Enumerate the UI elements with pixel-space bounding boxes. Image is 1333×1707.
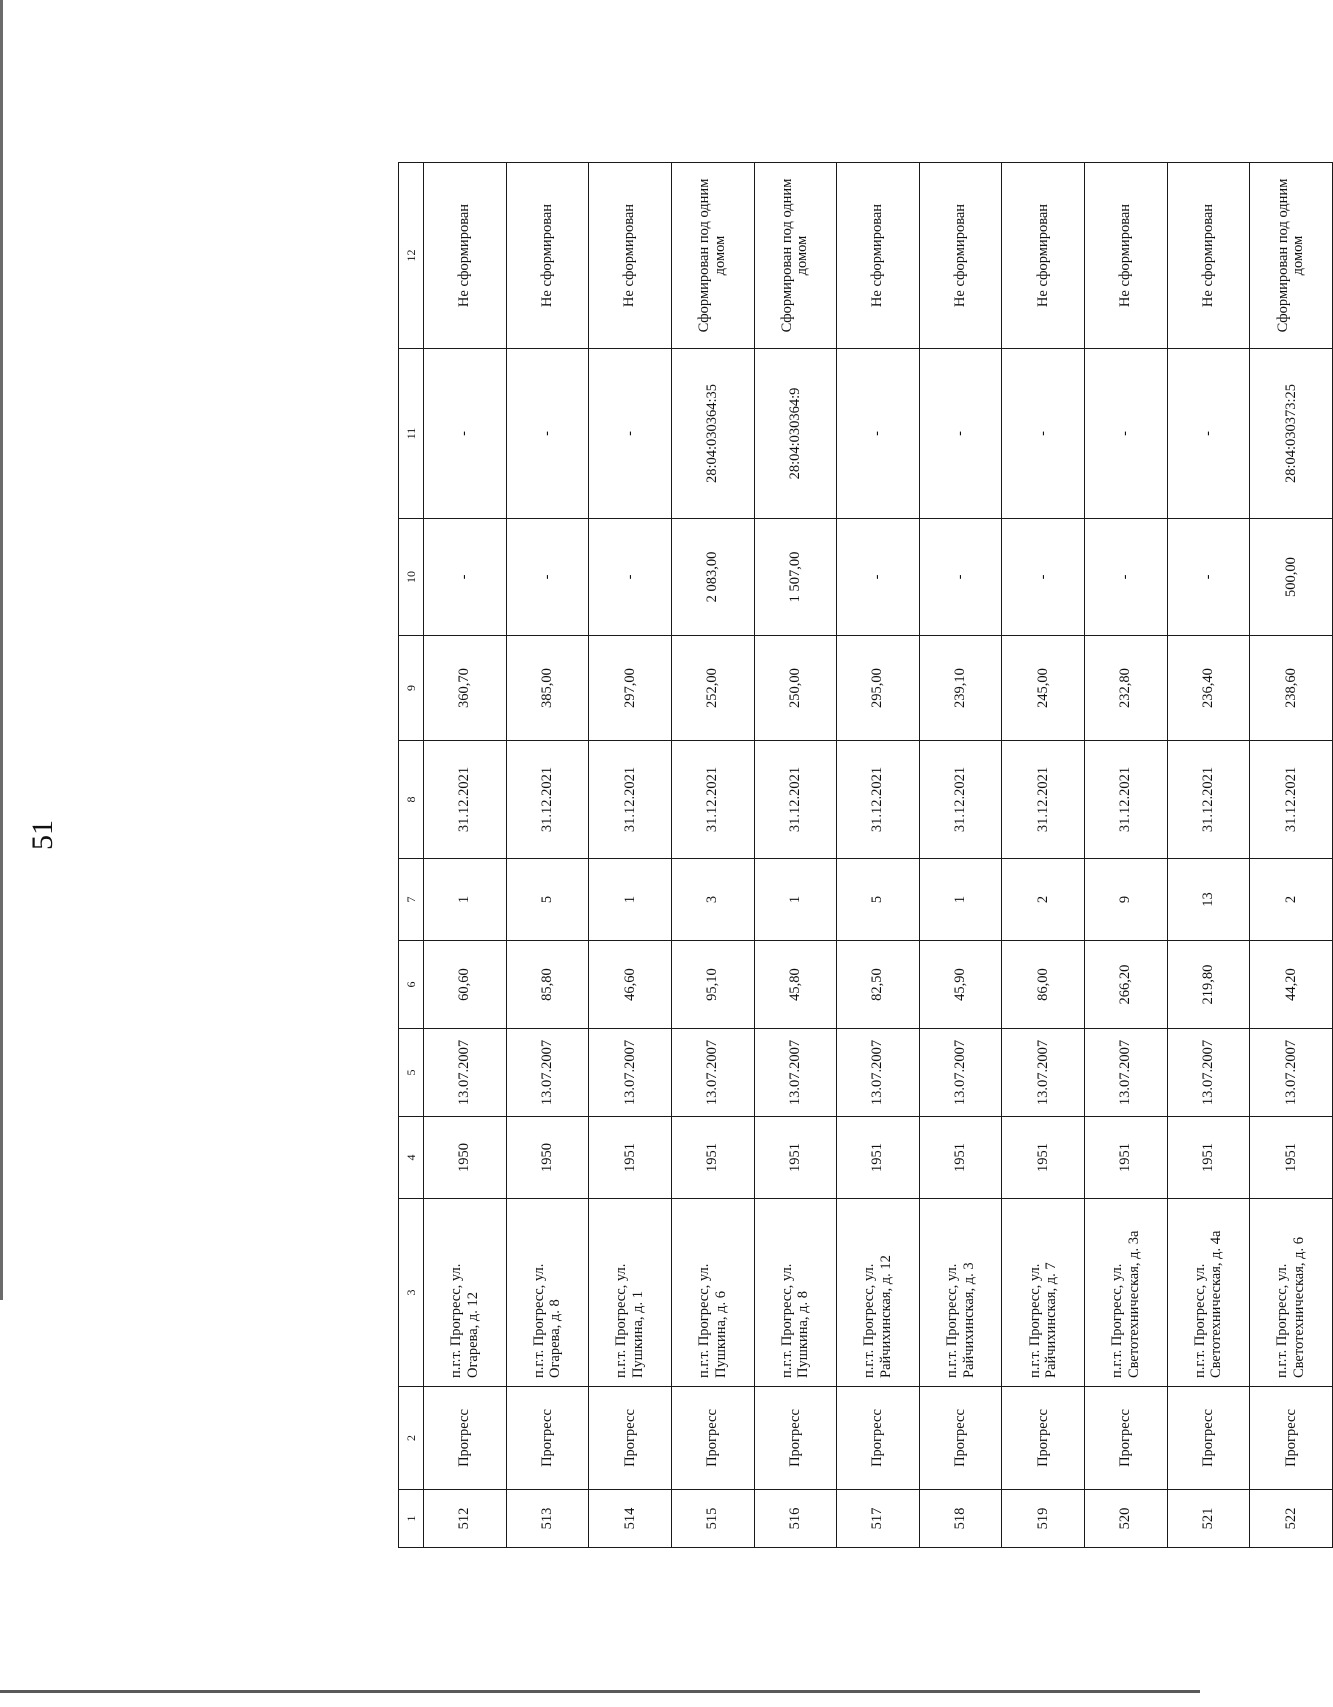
document-date-cell: 13.07.2007 [919,1028,1002,1116]
table-row [1249,162,1332,1547]
column-header: 11 [398,348,423,518]
document-date-cell: 13.07.2007 [1001,1028,1084,1116]
address-cell: п.г.т. Прогресс, ул. Светотехническая, д. 4а [1167,1198,1250,1386]
deadline-cell: 31.12.2021 [671,740,754,858]
cadastral-number-cell: - [506,348,589,518]
deadline-cell: 31.12.2021 [1167,740,1250,858]
cadastral-number-cell: - [919,348,1002,518]
page-number: 51 [26,820,59,850]
locality-cell: Прогресс [1167,1386,1250,1489]
cadastral-number-cell: 28:04:030364:35 [671,348,754,518]
column-header: 12 [398,162,423,348]
column-header: 8 [398,740,423,858]
table-body [423,162,1332,1547]
residents-cell: 3 [671,858,754,940]
status-cell: Не сформирован [836,162,919,348]
row-number-cell: 521 [1167,1489,1250,1547]
year-cell: 1950 [506,1116,589,1198]
locality-cell: Прогресс [506,1386,589,1489]
status-cell: Не сформирован [588,162,671,348]
column-header: 5 [398,1028,423,1116]
deadline-cell: 31.12.2021 [506,740,589,858]
residents-cell: 5 [836,858,919,940]
status-cell: Не сформирован [1167,162,1250,348]
row-number-cell: 513 [506,1489,589,1547]
address-cell: п.г.т. Прогресс, ул. Огарева, д. 8 [506,1198,589,1386]
area-cell: 45,80 [754,940,837,1028]
row-number-cell: 519 [1001,1489,1084,1547]
locality-cell: Прогресс [919,1386,1002,1489]
year-cell: 1951 [1167,1116,1250,1198]
status-cell: Сформирован под одним домом [671,162,754,348]
deadline-cell: 31.12.2021 [423,740,506,858]
table-row [506,162,589,1547]
column-header: 3 [398,1198,423,1386]
table-row [423,162,506,1547]
column-header: 10 [398,518,423,635]
plot-area-cell: 2 083,00 [671,518,754,635]
table-row [919,162,1002,1547]
plot-area-cell: 500,00 [1249,518,1332,635]
year-cell: 1951 [671,1116,754,1198]
plot-area-cell: - [1001,518,1084,635]
table-row [836,162,919,1547]
table-row [1084,162,1167,1547]
total-area-cell: 236,40 [1167,635,1250,740]
row-number-cell: 512 [423,1489,506,1547]
area-cell: 85,80 [506,940,589,1028]
locality-cell: Прогресс [671,1386,754,1489]
column-header: 6 [398,940,423,1028]
address-cell: п.г.т. Прогресс, ул. Светотехническая, д. 6 [1249,1198,1332,1386]
row-number-cell: 520 [1084,1489,1167,1547]
status-cell: Сформирован под одним домом [1249,162,1332,348]
plot-area-cell: - [506,518,589,635]
year-cell: 1951 [1001,1116,1084,1198]
area-cell: 82,50 [836,940,919,1028]
column-header: 7 [398,858,423,940]
cadastral-number-cell: - [1001,348,1084,518]
row-number-cell: 516 [754,1489,837,1547]
locality-cell: Прогресс [1249,1386,1332,1489]
area-cell: 86,00 [1001,940,1084,1028]
area-cell: 219,80 [1167,940,1250,1028]
address-cell: п.г.т. Прогресс, ул. Пушкина, д. 1 [588,1198,671,1386]
residents-cell: 9 [1084,858,1167,940]
status-cell: Не сформирован [423,162,506,348]
plot-area-cell: - [1084,518,1167,635]
year-cell: 1951 [1249,1116,1332,1198]
residents-cell: 1 [919,858,1002,940]
total-area-cell: 232,80 [1084,635,1167,740]
status-cell: Не сформирован [919,162,1002,348]
document-date-cell: 13.07.2007 [754,1028,837,1116]
total-area-cell: 239,10 [919,635,1002,740]
total-area-cell: 295,00 [836,635,919,740]
document-date-cell: 13.07.2007 [1084,1028,1167,1116]
document-date-cell: 13.07.2007 [1249,1028,1332,1116]
column-header: 9 [398,635,423,740]
document-date-cell: 13.07.2007 [1167,1028,1250,1116]
table-row [588,162,671,1547]
registry-table [398,162,1333,1548]
residents-cell: 1 [423,858,506,940]
residents-cell: 13 [1167,858,1250,940]
deadline-cell: 31.12.2021 [588,740,671,858]
locality-cell: Прогресс [423,1386,506,1489]
row-number-cell: 514 [588,1489,671,1547]
document-date-cell: 13.07.2007 [588,1028,671,1116]
address-cell: п.г.т. Прогресс, ул. Райчихинская, д. 7 [1001,1198,1084,1386]
year-cell: 1951 [754,1116,837,1198]
document-date-cell: 13.07.2007 [836,1028,919,1116]
cadastral-number-cell: 28:04:030364:9 [754,348,837,518]
year-cell: 1950 [423,1116,506,1198]
area-cell: 46,60 [588,940,671,1028]
year-cell: 1951 [588,1116,671,1198]
address-cell: п.г.т. Прогресс, ул. Пушкина, д. 8 [754,1198,837,1386]
deadline-cell: 31.12.2021 [919,740,1002,858]
status-cell: Не сформирован [506,162,589,348]
plot-area-cell: - [1167,518,1250,635]
residents-cell: 2 [1001,858,1084,940]
total-area-cell: 360,70 [423,635,506,740]
column-number-row [398,162,423,1547]
table-row [754,162,837,1547]
year-cell: 1951 [919,1116,1002,1198]
locality-cell: Прогресс [588,1386,671,1489]
table-row [1167,162,1250,1547]
address-cell: п.г.т. Прогресс, ул. Райчихинская, д. 3 [919,1198,1002,1386]
status-cell: Не сформирован [1084,162,1167,348]
column-header: 2 [398,1386,423,1489]
deadline-cell: 31.12.2021 [1001,740,1084,858]
address-cell: п.г.т. Прогресс, ул. Пушкина, д. 6 [671,1198,754,1386]
plot-area-cell: - [836,518,919,635]
address-cell: п.г.т. Прогресс, ул. Светотехническая, д. 3а [1084,1198,1167,1386]
document-date-cell: 13.07.2007 [506,1028,589,1116]
scan-edge-left [0,0,3,1300]
scan-edge-bottom [0,1690,1200,1693]
locality-cell: Прогресс [1001,1386,1084,1489]
document-date-cell: 13.07.2007 [671,1028,754,1116]
residents-cell: 1 [588,858,671,940]
rotated-table-frame [398,163,1333,1548]
locality-cell: Прогресс [754,1386,837,1489]
area-cell: 60,60 [423,940,506,1028]
plot-area-cell: 1 507,00 [754,518,837,635]
address-cell: п.г.т. Прогресс, ул. Огарева, д. 12 [423,1198,506,1386]
row-number-cell: 518 [919,1489,1002,1547]
row-number-cell: 517 [836,1489,919,1547]
address-cell: п.г.т. Прогресс, ул. Райчихинская, д. 12 [836,1198,919,1386]
cadastral-number-cell: - [588,348,671,518]
plot-area-cell: - [588,518,671,635]
row-number-cell: 515 [671,1489,754,1547]
deadline-cell: 31.12.2021 [1249,740,1332,858]
cadastral-number-cell: - [1084,348,1167,518]
plot-area-cell: - [919,518,1002,635]
residents-cell: 2 [1249,858,1332,940]
cadastral-number-cell: - [1167,348,1250,518]
deadline-cell: 31.12.2021 [1084,740,1167,858]
total-area-cell: 385,00 [506,635,589,740]
deadline-cell: 31.12.2021 [836,740,919,858]
area-cell: 266,20 [1084,940,1167,1028]
total-area-cell: 252,00 [671,635,754,740]
document-date-cell: 13.07.2007 [423,1028,506,1116]
year-cell: 1951 [1084,1116,1167,1198]
cadastral-number-cell: - [423,348,506,518]
table-row [1001,162,1084,1547]
cadastral-number-cell: - [836,348,919,518]
column-header: 1 [398,1489,423,1547]
row-number-cell: 522 [1249,1489,1332,1547]
area-cell: 45,90 [919,940,1002,1028]
status-cell: Не сформирован [1001,162,1084,348]
locality-cell: Прогресс [836,1386,919,1489]
year-cell: 1951 [836,1116,919,1198]
area-cell: 44,20 [1249,940,1332,1028]
total-area-cell: 297,00 [588,635,671,740]
locality-cell: Прогресс [1084,1386,1167,1489]
residents-cell: 5 [506,858,589,940]
plot-area-cell: - [423,518,506,635]
status-cell: Сформирован под одним домом [754,162,837,348]
column-header: 4 [398,1116,423,1198]
total-area-cell: 250,00 [754,635,837,740]
cadastral-number-cell: 28:04:030373:25 [1249,348,1332,518]
deadline-cell: 31.12.2021 [754,740,837,858]
table-row [671,162,754,1547]
area-cell: 95,10 [671,940,754,1028]
residents-cell: 1 [754,858,837,940]
total-area-cell: 245,00 [1001,635,1084,740]
total-area-cell: 238,60 [1249,635,1332,740]
